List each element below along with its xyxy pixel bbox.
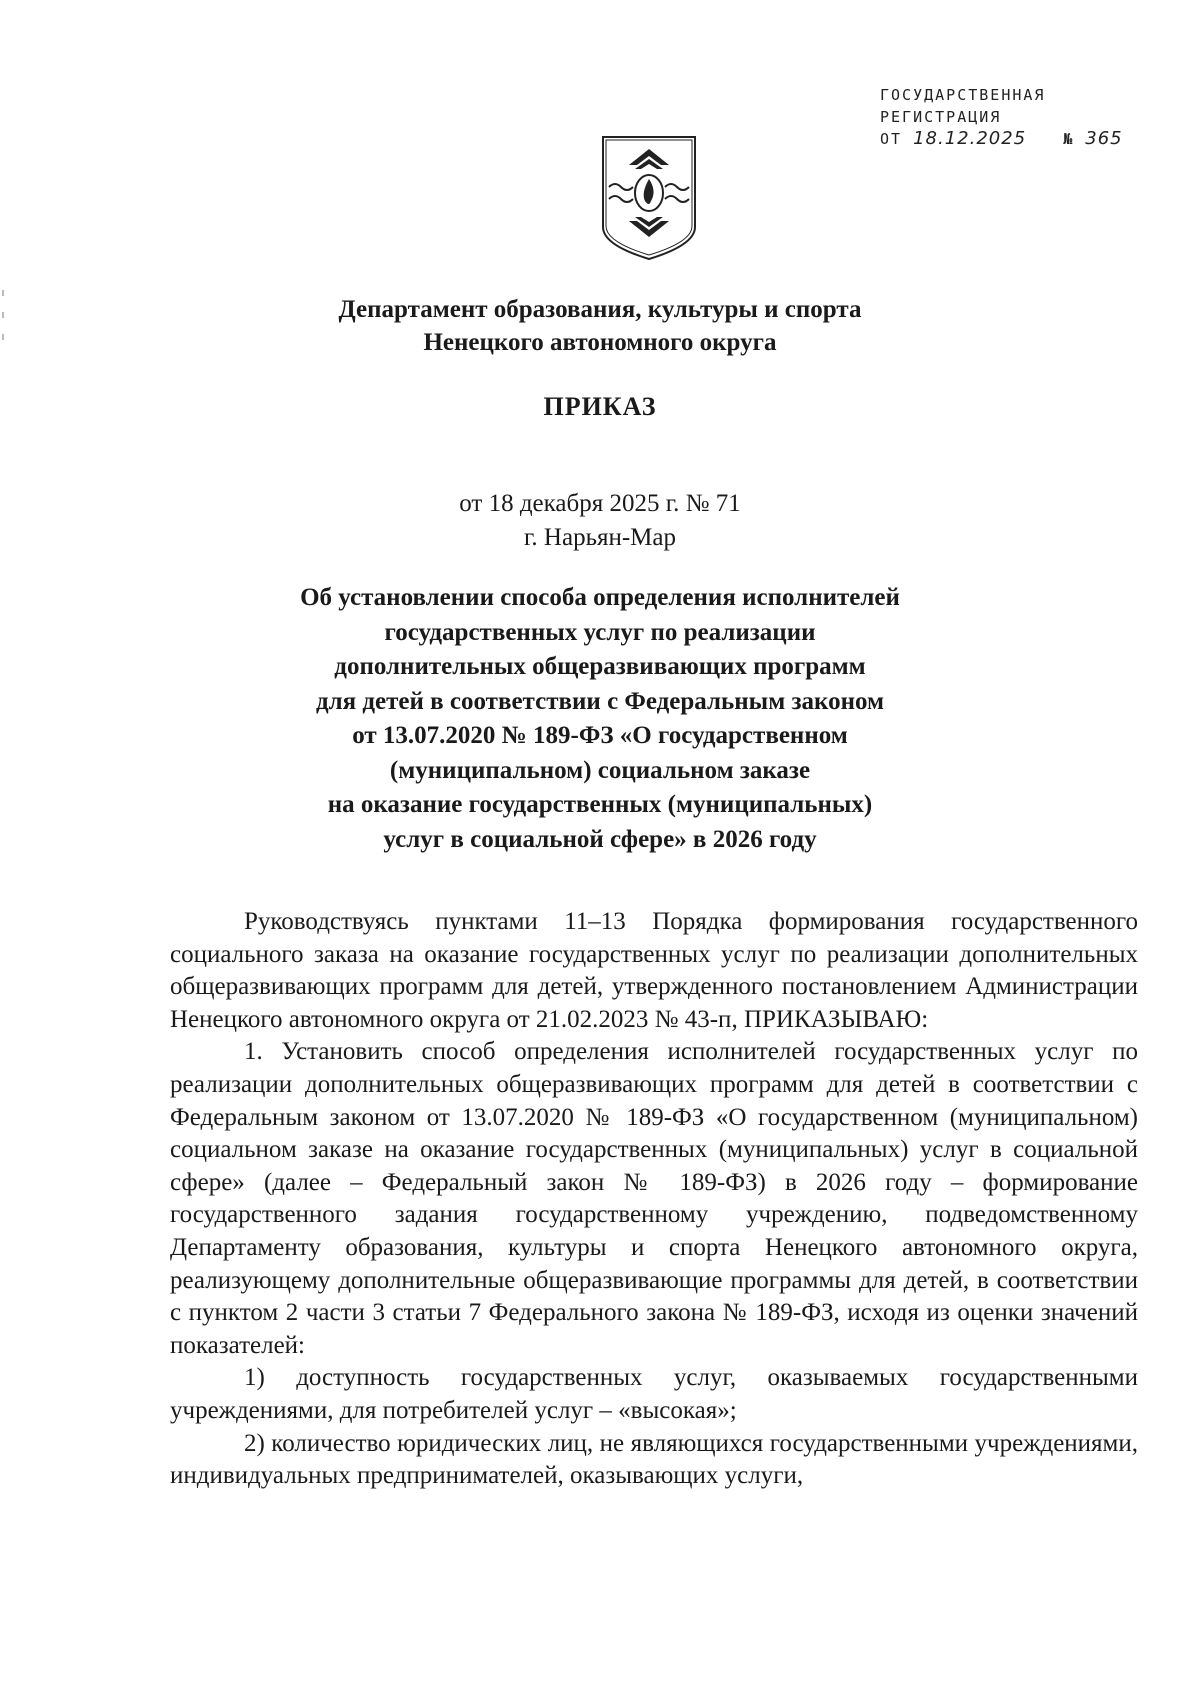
stamp-line-3	[880, 128, 1123, 150]
order-body	[170, 906, 1138, 1493]
subject-line: Об установлении способа определения исполнителей	[300, 584, 900, 611]
subject-line: государственных услуг по реализации	[384, 618, 816, 646]
registration-stamp	[880, 84, 1123, 150]
stamp-number-sign: №	[1063, 130, 1075, 148]
date-and-place	[0, 487, 1200, 555]
department-line-2: Ненецкого автономного округа	[423, 329, 777, 356]
body-paragraph-subitem-1: 1) доступность государственных услуг, оказываемых государственными учреждениями, для потребителей услуг – «высокая»;	[170, 1364, 1138, 1424]
subject-line: на оказание государственных (муниципальных)	[327, 791, 873, 818]
body-paragraph-item-1: 1. Установить способ определения исполнителей государственных услуг по реализации дополнительных общеразвивающих программ для детей в соответствии с Федеральным законом от 13.07.2020 № 189-ФЗ «О государственном (муниципальном) социальном заказе на оказание государственных (муниципальных) услуг в социальной сфере» (далее – Федеральный закон № 189-ФЗ) в 2026 году – формирование государственного задания государственному учреждению, подведомственному Департаменту образования, культуры и спорта Ненецкого автономного округа, реализующему дополнительные общеразвивающие программы для детей, в соответствии с пунктом 2 части 3 статьи 7 Федерального закона № 189-ФЗ, исходя из оценки значений показателей:	[170, 1038, 1138, 1359]
department-name	[0, 293, 1200, 359]
subject-line: услуг в социальной сфере» в 2026 году	[383, 825, 817, 853]
subject-line: от 13.07.2020 № 189-ФЗ «О государственном	[352, 722, 848, 749]
subject-line: для детей в соответствии с Федеральным законом	[315, 687, 885, 715]
document-type-title: ПРИКАЗ	[543, 392, 657, 421]
order-subject	[0, 581, 1200, 857]
stamp-line-2: РЕГИСТРАЦИЯ	[880, 108, 1002, 126]
subject-line: дополнительных общеразвивающих программ	[334, 653, 866, 680]
department-line-1: Департамент образования, культуры и спорта	[338, 296, 862, 323]
stamp-from-label: ОТ	[880, 130, 903, 148]
body-paragraph-preamble: Руководствуясь пунктами 11–13 Порядка формирования государственного социального заказа на оказание государственных услуг по реализации дополнительных общеразвивающих программ для детей, утвержденного постановлением Администрации Ненецкого автономного округа от 21.02.2023 № 43-п, ПРИКАЗЫВАЮ:	[170, 908, 1138, 1033]
stamp-number: 365	[1085, 128, 1123, 149]
subject-line: (муниципальном) социальном заказе	[389, 756, 811, 784]
body-paragraph-subitem-2: 2) количество юридических лиц, не являющихся государственными учреждениями, индивидуальных предпринимателей, оказывающих услуги,	[170, 1429, 1138, 1490]
order-date-number: от 18 декабря 2025 г. № 71	[459, 490, 741, 517]
stamp-date: 18.12.2025	[913, 128, 1027, 149]
nenets-coat-of-arms-icon	[601, 135, 697, 261]
stamp-line-1: ГОСУДАРСТВЕННАЯ	[880, 86, 1046, 104]
order-city: г. Нарьян-Мар	[523, 524, 676, 551]
